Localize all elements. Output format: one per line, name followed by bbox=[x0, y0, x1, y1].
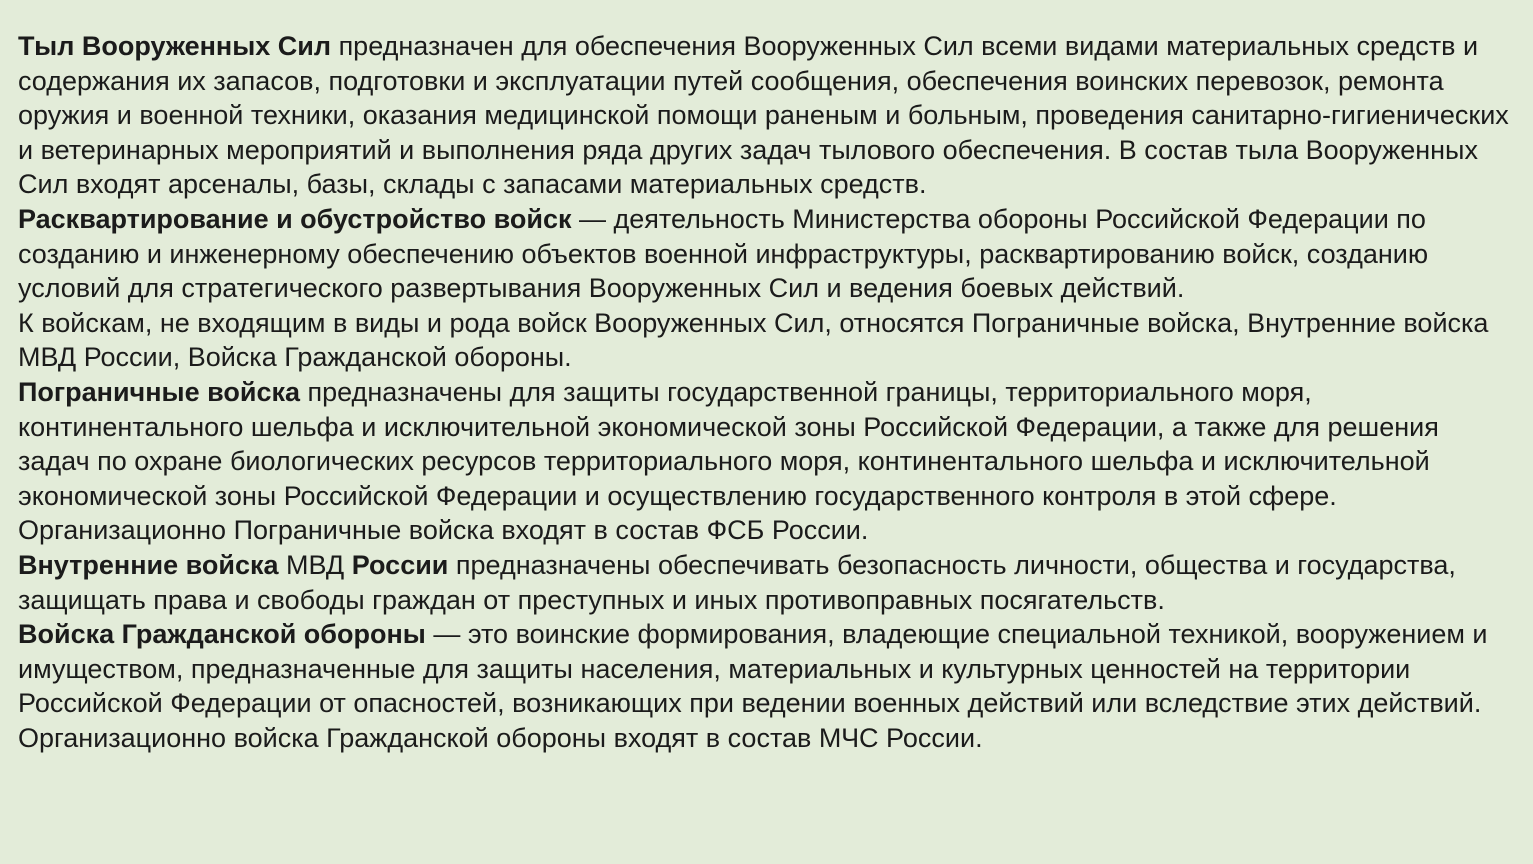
paragraph-internal-troops bbox=[18, 548, 1515, 617]
term-rear-services: Тыл Вооруженных Сил bbox=[18, 31, 332, 61]
term-border-troops: Пограничные войска bbox=[18, 376, 300, 407]
term-internal-troops: Внутренние войска bbox=[18, 549, 279, 580]
paragraph-text: предназначены обеспечивать безопасность личности, общества и государства, защищать права и свободы граждан от преступных и иных противоправных посягательств. bbox=[18, 549, 1456, 615]
term-quartering: Расквартирование и обустройство войск bbox=[18, 203, 572, 234]
paragraph-quartering bbox=[18, 202, 1515, 306]
paragraph-rear-services bbox=[18, 29, 1515, 202]
paragraph-civil-defense bbox=[18, 617, 1515, 755]
paragraph-text: — деятельность Министерства обороны Российской Федерации по созданию и инженерному обеспечению объектов военной инфраструктуры, расквартированию войск, созданию условий для стратегического развертывания Вооруженных Сил и ведения боевых действий. bbox=[18, 203, 1429, 304]
term-russia: России bbox=[351, 549, 449, 580]
paragraph-border-troops bbox=[18, 375, 1515, 548]
paragraph-other-troops bbox=[18, 306, 1515, 375]
paragraph-text-mvd: МВД bbox=[278, 549, 352, 580]
paragraph-text: предназначены для защиты государственной границы, территориального моря, континентального шельфа и исключительной экономической зоны Российской Федерации, а также для решения задач по охране биологических ресурсов территориального моря, континентального шельфа и исключительной экономической зоны Российской Федерации и осуществлению государственного контроля в этой сфере. Организационно Пограничные войска входят в состав ФСБ России. bbox=[18, 376, 1439, 546]
term-civil-defense: Войска Гражданской обороны bbox=[18, 619, 426, 650]
paragraph-text: — это воинские формирования, владеющие специальной техникой, вооружением и имуществом, предназначенные для защиты населения, материальных и культурных ценностей на территории Российской Федерации от опасностей, возникающих при ведении военных действий или вследствие этих действий. Организационно войска Гражданской обороны входят в состав МЧС России. bbox=[18, 619, 1488, 753]
paragraph-text: К войскам, не входящим в виды и рода войск Вооруженных Сил, относятся Пограничные войска, Внутренние войска МВД России, Войска Гражданской обороны. bbox=[18, 307, 1489, 373]
paragraph-text: предназначен для обеспечения Вооруженных Сил всеми видами материальных средств и содержания их запасов, подготовки и эксплуатации путей сообщения, обеспечения воинских перевозок, ремонта оружия и военной техники, оказания медицинской помощи раненым и больным, проведения санитарно-гигиенических и ветеринарных мероприятий и выполнения ряда других задач тылового обеспечения. В состав тыла Вооруженных Сил входят арсеналы, базы, склады с запасами материальных средств. bbox=[18, 31, 1509, 200]
